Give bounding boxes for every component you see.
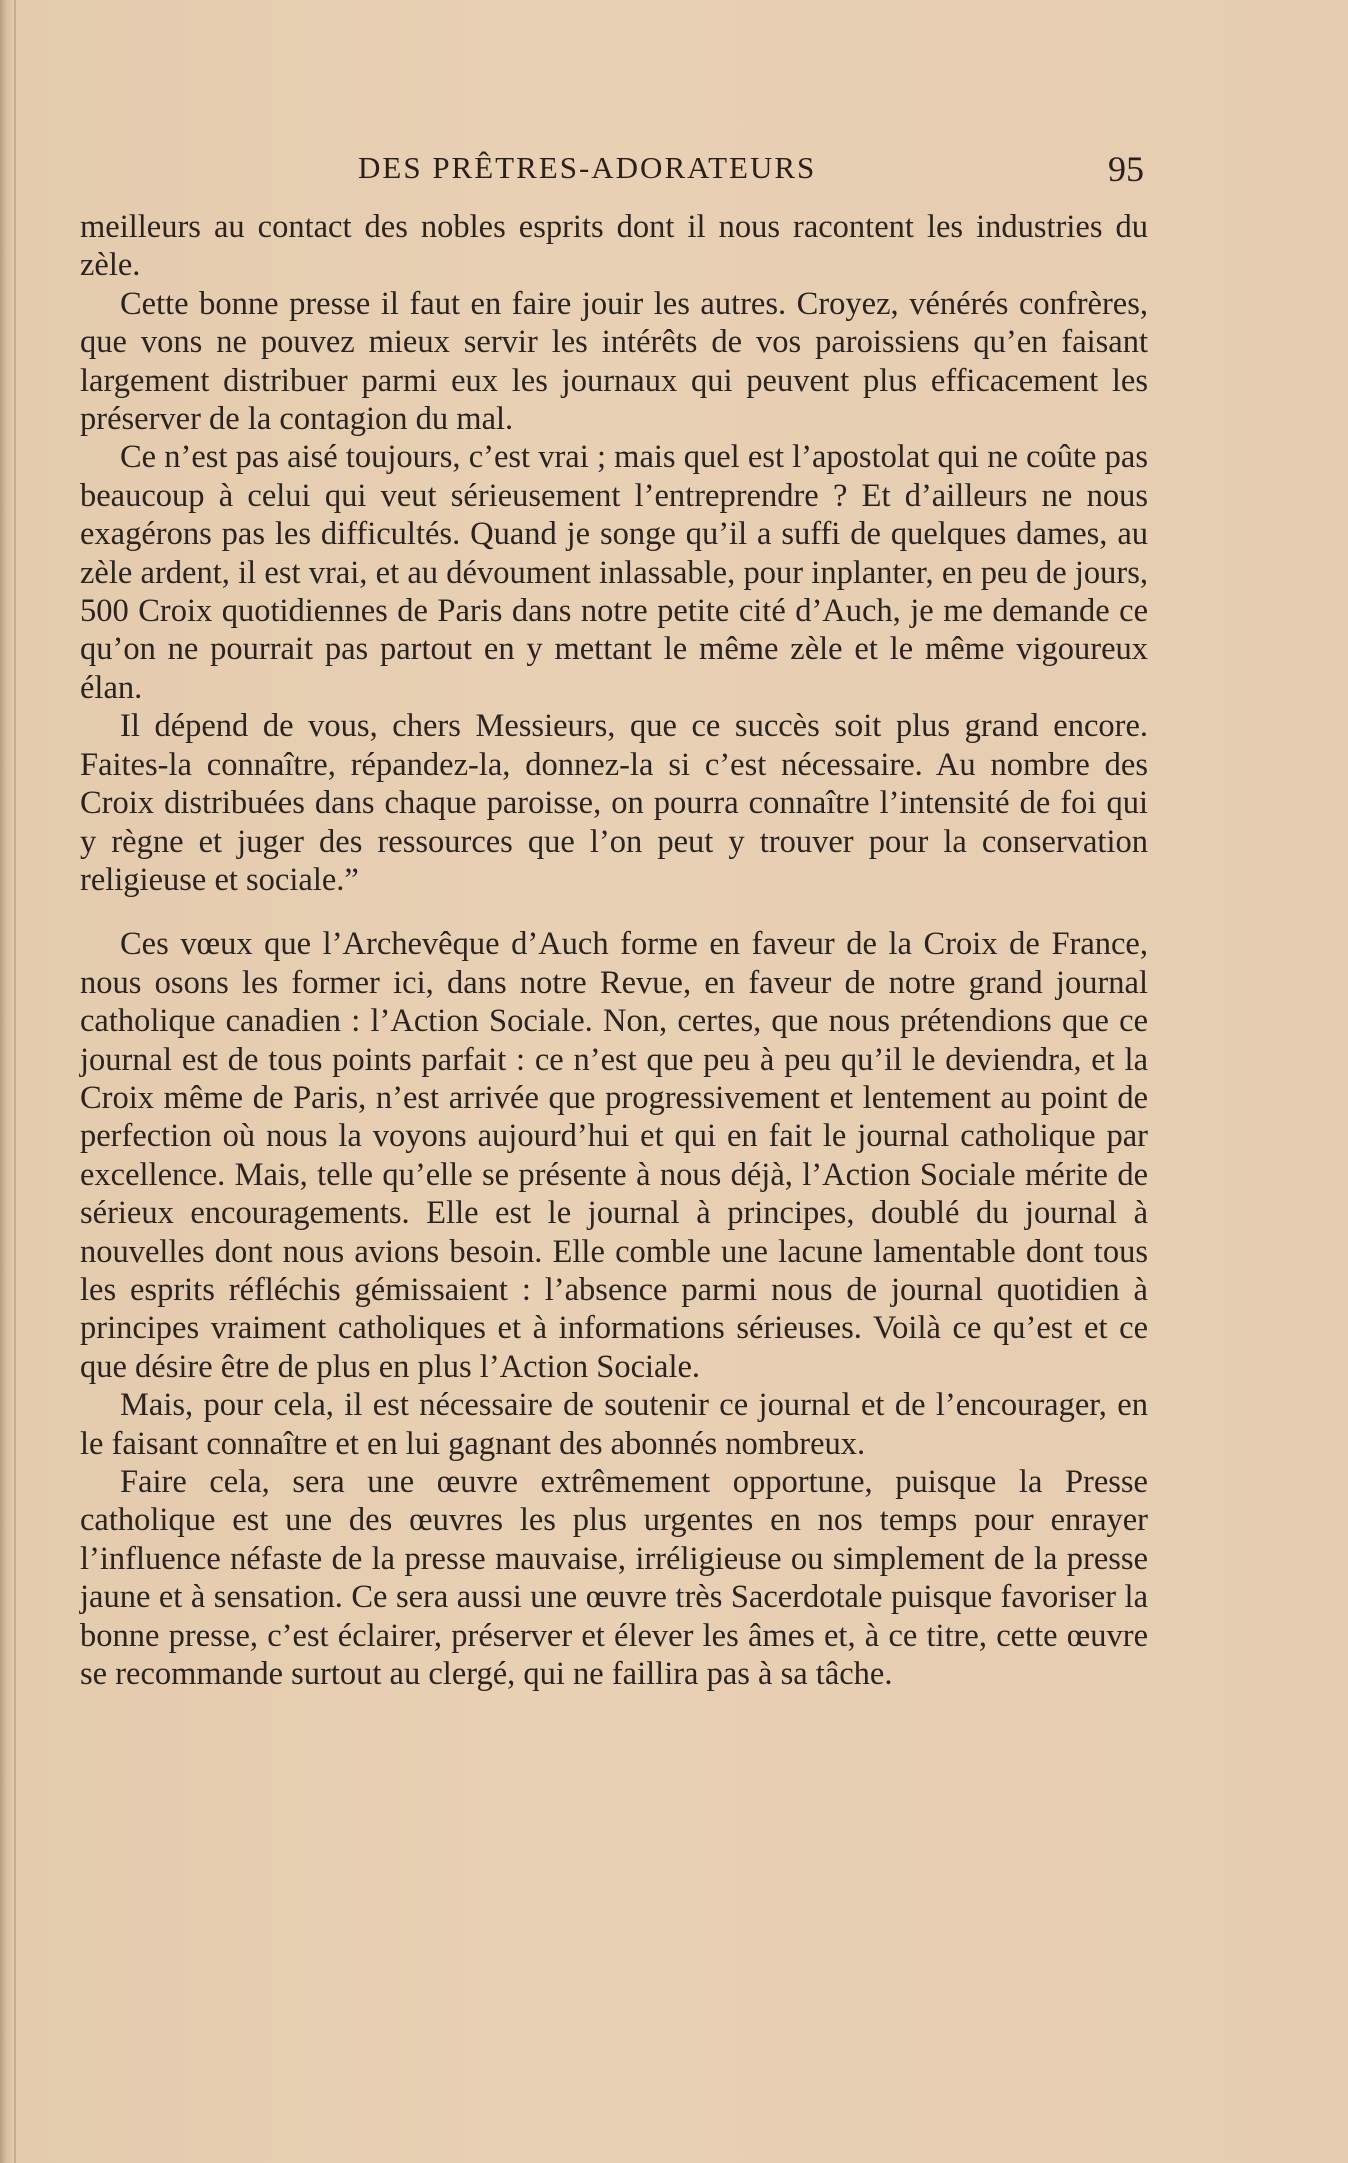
paragraph: Faire cela, sera une œuvre extrêmement opportune, puisque la Presse catholique est une des œuvres les plus urgentes en nos temps pour enrayer l’influence néfaste de la presse mauvaise, irréligieuse ou simplement de la presse jaune et à sensation. Ce sera aussi une œuvre très Sacerdotale puisque favoriser la bonne presse, c’est éclairer, préserver et élever les âmes et, à ce titre, cette œuvre se recommande surtout au clergé, qui ne faillira pas à sa tâche. <box>80 1464 1148 1693</box>
page-number: 95 <box>1108 149 1144 189</box>
paragraph: Il dépend de vous, chers Messieurs, que ce succès soit plus grand encore. Faites-la connaître, répandez-la, donnez-la si c’est nécessaire. Au nombre des Croix distribuées dans chaque paroisse, on pourra connaître l’intensité de foi qui y règne et juger des ressources que l’on peut y trouver pour la conservation religieuse et sociale.” <box>80 708 1148 898</box>
running-header <box>0 150 1348 190</box>
page-spine-shadow <box>14 0 16 2163</box>
paragraph: Cette bonne presse il faut en faire jouir les autres. Croyez, vénérés confrères, que vons ne pouvez mieux servir les intérêts de vos paroissiens qu’en faisant largement distribuer parmi eux les journaux qui peuvent plus efficacement les préserver de la contagion du mal. <box>80 285 1148 438</box>
paragraph: Mais, pour cela, il est nécessaire de soutenir ce journal et de l’encourager, en le faisant connaître et en lui gagnant des abonnés nombreux. <box>80 1387 1148 1462</box>
paragraph: Ce n’est pas aisé toujours, c’est vrai ; mais quel est l’apostolat qui ne coûte pas beaucoup à celui qui veut sérieusement l’entreprendre ? Et d’ailleurs ne nous exagérons pas les difficultés. Quand je songe qu’il a suffi de quelques dames, au zèle ardent, il est vrai, et au dévoument inlassable, pour inplanter, en peu de jours, 500 Croix quotidiennes de Paris dans notre petite cité d’Auch, je me demande ce qu’on ne pourrait pas partout en y mettant le même zèle et le même vigoureux élan. <box>80 439 1148 706</box>
running-title: DES PRÊTRES-ADORATEURS <box>358 150 817 185</box>
paragraph: Ces vœux que l’Archevêque d’Auch forme en faveur de la Croix de France, nous osons les former ici, dans notre Revue, en faveur de notre grand journal catholique canadien : l’Action Sociale. Non, certes, que nous prétendions que ce journal est de tous points parfait : ce n’est que peu à peu qu’il le deviendra, et la Croix même de Paris, n’est arrivée que progressivement et lentement au point de perfection où nous la voyons aujourd’hui et qui en fait le journal catholique par excellence. Mais, telle qu’elle se présente à nous déjà, l’Action Sociale mérite de sérieux encouragements. Elle est le journal à principes, doublé du journal à nouvelles dont nous avions besoin. Elle comble une lacune lamentable dont tous les esprits réfléchis gémissaient : l’absence parmi nous de journal quotidien à principes vraiment catholiques et à informations sérieuses. Voilà ce qu’est et ce que désire être de plus en plus l’Action Sociale. <box>80 926 1148 1385</box>
paragraph: meilleurs au contact des nobles esprits dont il nous racontent les industries du zèle. <box>80 209 1148 284</box>
body-text <box>80 208 1148 1693</box>
